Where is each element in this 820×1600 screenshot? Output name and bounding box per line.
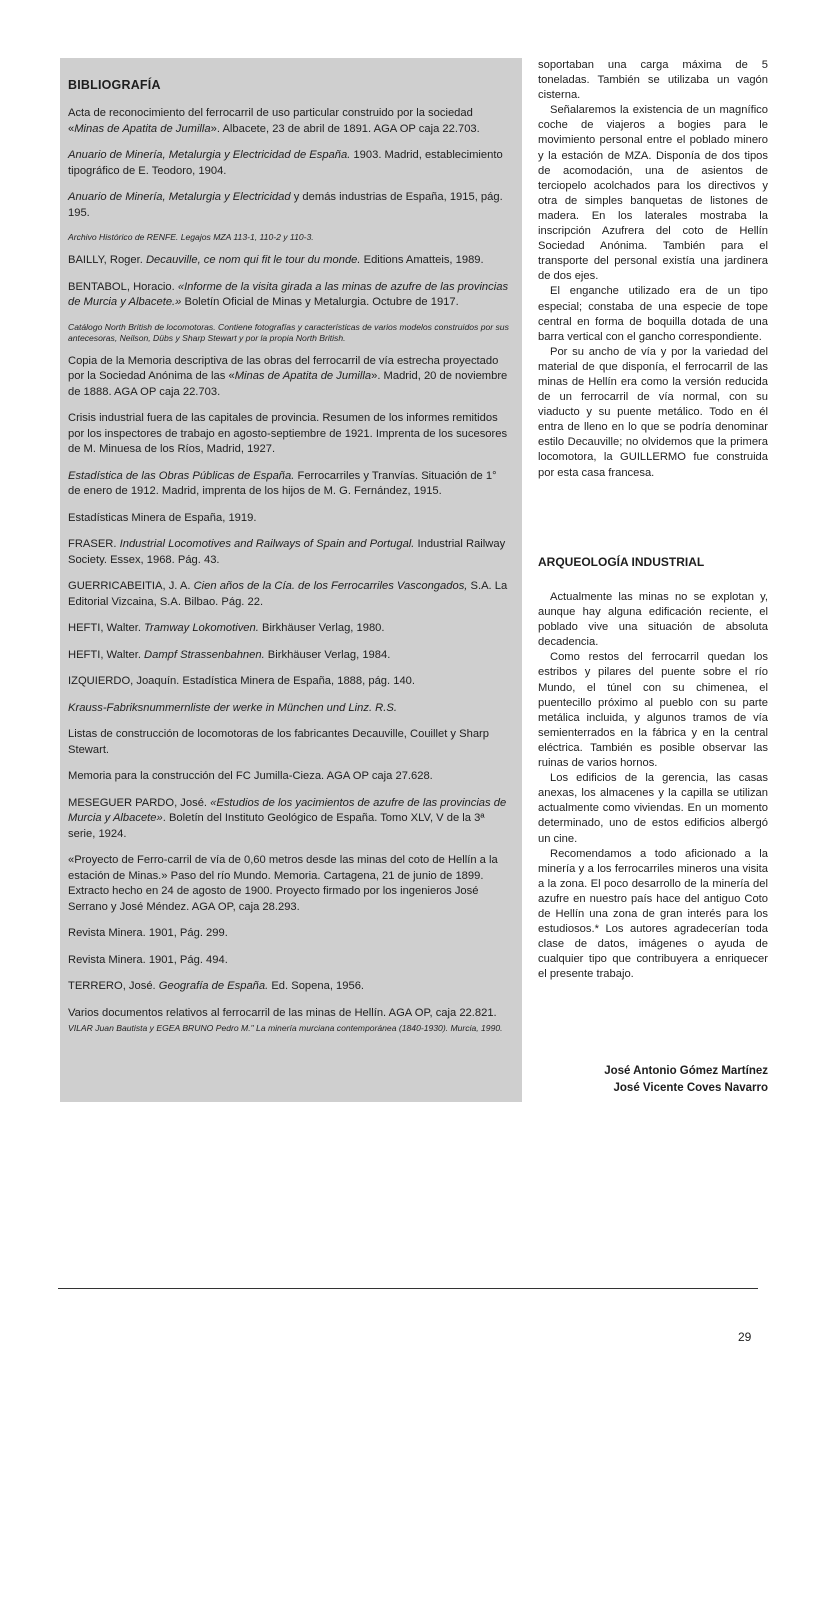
entry-title: Krauss-Fabriksnummernliste der werke in München und Linz. R.S. [68, 701, 397, 714]
entry-text: Acta de reconocimiento del ferrocarril de uso particular construido por la sociedad « [68, 107, 473, 135]
page-number: 29 [738, 1330, 752, 1344]
entry-text: Copia de la Memoria descriptiva de las obras del ferrocarril de vía estrecha proyectado por la Sociedad Anónima de las « [68, 354, 499, 382]
bibliography-entry [68, 1006, 511, 1022]
paragraph: Recomendamos a todo aficionado a la minería y a los ferrocarriles mineros una visita a la zona. El poco desarrollo de la minería del azufre en nuestro país hace del antiguo Coto de Hellín una zona de gran interés para los estudiosos.* Los autores agradecerían toda clase de datos, imágenes o ayuda de cualquier tipo que contribuyera a enriquecer el presente trabajo. [538, 847, 768, 981]
entry-text: ». Albacete, 23 de abril de 1891. AGA OP caja 22.703. [210, 122, 480, 135]
bibliography-entry [68, 953, 511, 969]
entry-text: 1903. Madrid, establecimiento tipográfico de E. Teodoro, 1904. [68, 149, 503, 177]
paragraph: Los edificios de la gerencia, las casas anexas, los almacenes y la capilla se utilizan actualmente como viviendas. En un momento determinado, uno de estos edificios albergó un cine. [538, 772, 768, 845]
entry-text: MESEGUER PARDO, José. [68, 796, 211, 809]
bibliography-entry [68, 853, 511, 915]
bibliography-entry [68, 701, 511, 717]
entry-text: «Proyecto de Ferro-carril de vía de 0,60 metros desde las minas del coto de Hellín a la estación de Minas.» Paso del río Mundo. Memoria. Cartagena, 21 de junio de 1899. Extracto hecho en 24 de agosto de 1900. Proyecto firmado por los ingenieros José Serrano y José Méndez. AGA OP, caja 28.293. [68, 854, 498, 913]
bibliography-entry [68, 354, 511, 401]
authors [538, 1063, 768, 1097]
entry-text: ». Madrid, 20 de noviembre de 1888. AGA OP caja 22.703. [68, 370, 508, 398]
bibliography-entry [68, 232, 511, 243]
bibliography-entry [68, 727, 511, 758]
bibliography-entry [68, 674, 511, 690]
entry-text: Birkhäuser Verlag, 1980. [258, 622, 385, 634]
entry-title: Minas de Apatita de Jumilla [74, 122, 211, 135]
entry-text: HEFTI, Walter. [68, 648, 145, 661]
entry-text: Revista Minera. 1901, Pág. 299. [68, 927, 228, 939]
entry-text: S.A. La Editorial Vizcaina, S.A. Bilbao. Pág. 22. [68, 580, 508, 608]
bibliography-list [68, 106, 511, 1034]
bibliography-entry [68, 106, 511, 137]
bibliography-entry [68, 926, 511, 942]
entry-title: Minas de Apatita de Jumilla [234, 370, 372, 382]
entry-text: Ferrocarriles y Tranvías. Situación de 1° de enero de 1912. Madrid, imprenta de los hijos de M. G. Fernández, 1915. [68, 469, 497, 497]
bibliography-entry [68, 411, 511, 458]
paragraph: Señalaremos la existencia de un magnífico coche de viajeros a bogies para le movimiento personal entre el poblado minero y la estación de MZA. Disponía de dos tipos de acomodación, una de asientos de terciopelo acolchados para los directivos y otra de simples banquetas de listones de madera. En los laterales mostraba la inscripción Azufrera del coto de Hellín Sociedad Anónima. También para el transporte del personal existía una jardinera de dos ejes. [538, 104, 768, 283]
entry-text: Estadísticas Minera de España, 1919. [68, 511, 257, 524]
bibliography-entry [68, 769, 511, 785]
bibliography-entry [68, 648, 511, 664]
paragraph: Como restos del ferrocarril quedan los estribos y pilares del puente sobre el río Mundo, el túnel con su chimenea, el puentecillo próximo al pueblo con su parte metálica incluida, y algunos tramos de vía semienterrados en la fábrica y en la central eléctrica. También es posible observar las ruinas de varios hornos. [538, 651, 768, 770]
entry-title: Industrial Locomotives and Railways of Spain and Portugal. [119, 538, 415, 550]
entry-title: Anuario de Minería, Metalurgia y Electricidad [68, 191, 291, 203]
body-text-section [538, 58, 768, 481]
entry-title: Tramway Lokomotiven. [144, 622, 259, 634]
entry-title: Archivo Histórico de RENFE. Legajos MZA 113-1, 110-2 y 110-3. [68, 232, 314, 242]
entry-title: Dampf Strassenbahnen. [144, 648, 265, 661]
entry-title: VILAR Juan Bautista y EGEA BRUNO Pedro M." La minería murciana contemporánea (1840-1930). Murcia, 1990. [68, 1023, 503, 1033]
entry-title: Cien años de la Cía. de los Ferrocarriles Vascongados, [193, 580, 468, 592]
entry-text: Revista Minera. 1901, Pág. 494. [68, 953, 228, 966]
entry-text: TERRERO, José. [68, 980, 159, 992]
bibliography-entry [68, 511, 511, 527]
paragraph: Actualmente las minas no se explotan y, aunque hay alguna edificación reciente, el poblado vive una situación de absoluta decadencia. [538, 591, 768, 649]
bibliography-entry [68, 280, 511, 311]
entry-text: FRASER. [68, 538, 120, 550]
bibliography-entry [68, 621, 511, 637]
paragraph: El enganche utilizado era de un tipo especial; constaba de una especie de tope central en forma de boquilla dotada de una barra vertical con el gancho correspondiente. [538, 285, 768, 343]
entry-text: BAILLY, Roger. [68, 254, 146, 266]
bibliography-entry [68, 148, 511, 179]
entry-text: IZQUIERDO, Joaquín. Estadística Minera de España, 1888, pág. 140. [68, 675, 416, 687]
entry-text: . Boletín del Instituto Geológico de España. Tomo XLV, V de la 3ª serie, 1924. [68, 812, 485, 840]
paragraph: soportaban una carga máxima de 5 toneladas. También se utilizaba un vagón cisterna. [538, 59, 768, 102]
entry-text: Boletín Oficial de Minas y Metalurgia. Octubre de 1917. [181, 296, 459, 308]
paragraph: Por su ancho de vía y por la variedad del material de que disponía, el ferrocarril de las minas de Hellín era como la versión reducida de un ferrocarril de vía normal, con su viaducto y su puente metálico. Todo en él entra de lleno en lo que se podría denominar estilo Decauville; no olvidemos que la primera locomotora, la GUILLERMO fue construida por esta casa francesa. [538, 345, 768, 479]
section-heading: ARQUEOLOGÍA INDUSTRIAL [538, 555, 705, 569]
entry-text: Birkhäuser Verlag, 1984. [264, 648, 391, 661]
bibliography-entry [68, 190, 511, 221]
entry-title: Decauville, ce nom qui fit le tour du monde. [145, 254, 361, 266]
entry-title: Catálogo North British de locomotoras. Contiene fotografías y características de varios modelos construidos por sus antecesoras, Neilson, Dübs y Sharp Stewart y por la propia North British. [68, 321, 509, 343]
arqueologia-section [538, 590, 768, 982]
entry-text: GUERRICABEITIA, J. A. [68, 580, 194, 592]
entry-title: Anuario de Minería, Metalurgia y Electricidad de España. [68, 149, 351, 161]
bibliography-entry [68, 537, 511, 568]
entry-title: «Informe de la visita girada a las minas de azufre de las provincias de Murcia y Albacete.» [68, 280, 509, 308]
entry-text: Industrial Railway Society. Essex, 1968. Pág. 43. [68, 538, 506, 566]
entry-text: Listas de construcción de locomotoras de los fabricantes Decauville, Couillet y Sharp Stewart. [68, 728, 489, 756]
footer-rule [58, 1288, 758, 1289]
bibliography-entry [68, 1023, 511, 1034]
author-name: José Vicente Coves Navarro [613, 1082, 768, 1094]
bibliography-entry [68, 253, 511, 269]
bibliography-box [60, 58, 522, 1102]
entry-title: Estadística de las Obras Públicas de España. [68, 469, 295, 482]
bibliography-heading: BIBLIOGRAFÍA [68, 78, 161, 92]
entry-text: Editions Amatteis, 1989. [360, 254, 484, 266]
entry-text: BENTABOL, Horacio. [68, 280, 178, 293]
author-name: José Antonio Gómez Martínez [604, 1065, 768, 1077]
entry-text: Varios documentos relativos al ferrocarril de las minas de Hellín. AGA OP, caja 22.821. [68, 1006, 497, 1019]
bibliography-entry [68, 469, 511, 500]
bibliography-entry [68, 322, 511, 344]
bibliography-entry [68, 579, 511, 610]
entry-text: Memoria para la construcción del FC Jumilla-Cieza. AGA OP caja 27.628. [68, 770, 433, 782]
bibliography-entry [68, 979, 511, 995]
entry-text: Crisis industrial fuera de las capitales de provincia. Resumen de los informes remitidos por los inspectores de trabajo en agosto-septiembre de 1921. Imprenta de los sucesores de M. Minuesa de los Ríos, Madrid, 1927. [68, 412, 508, 455]
entry-text: Ed. Sopena, 1956. [268, 980, 365, 992]
entry-title: Geografía de España. [158, 980, 269, 992]
entry-text: HEFTI, Walter. [68, 622, 145, 634]
entry-title: «Estudios de los yacimientos de azufre de las provincias de Murcia y Albacete» [68, 796, 507, 824]
entry-text: y demás industrias de España, 1915, pág. 195. [68, 191, 503, 219]
bibliography-entry [68, 796, 511, 843]
